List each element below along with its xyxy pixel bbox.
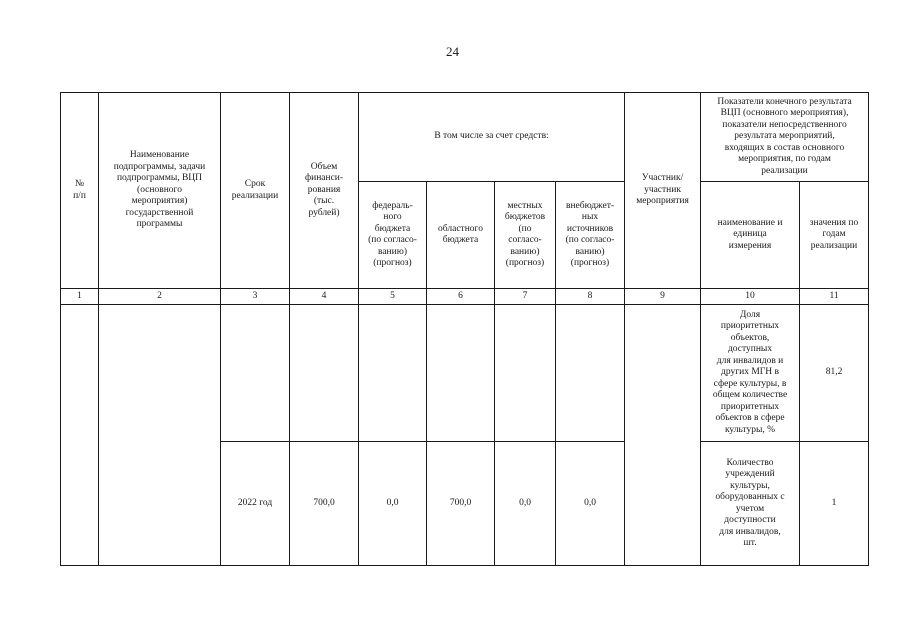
header-regional: областного бюджета [427,182,495,289]
column-number: 5 [359,289,427,305]
cell-term: 2022 год [221,442,290,566]
column-number: 6 [427,289,495,305]
cell-extra: 0,0 [556,442,625,566]
cell-value: 81,2 [800,305,869,442]
cell-participant [625,305,701,566]
header-local: местных бюджетов (по согласо- ванию) (прогноз) [495,182,556,289]
column-number: 2 [99,289,221,305]
cell-volume [290,305,359,442]
cell-federal: 0,0 [359,442,427,566]
cell-local: 0,0 [495,442,556,566]
header-name: Наименование подпрограммы, задачи подпрограммы, ВЦП (основного мероприятия) государственной программы [99,93,221,289]
cell-indicator: Доля приоритетных объектов, доступных для инвалидов и других МГН в сфере культуры, в общем количестве приоритетных объектов в сфере культуры, % [701,305,800,442]
table-row [61,305,869,442]
header-term: Срок реализации [221,93,290,289]
column-number: 10 [701,289,800,305]
header-extra: внебюджет- ных источников (по согласо- ванию) (прогноз) [556,182,625,289]
header-volume: Объем финанси- рования (тыс. рублей) [290,93,359,289]
column-number: 8 [556,289,625,305]
column-numbers-row [61,289,869,305]
cell-volume: 700,0 [290,442,359,566]
page-number: 24 [446,44,459,59]
cell-regional [427,305,495,442]
header-federal: федераль- ного бюджета (по согласо- ванию) (прогноз) [359,182,427,289]
cell-term [221,305,290,442]
column-number: 1 [61,289,99,305]
header-participant: Участник/ участник мероприятия [625,93,701,289]
cell-federal [359,305,427,442]
column-number: 9 [625,289,701,305]
column-number: 4 [290,289,359,305]
cell-regional: 700,0 [427,442,495,566]
header-sources-group: В том числе за счет средств: [359,93,625,182]
column-number: 7 [495,289,556,305]
header-indicator-values: значения по годам реализации [800,182,869,289]
cell-local [495,305,556,442]
header-indicators-group: Показатели конечного результата ВЦП (основного мероприятия), показатели непосредственного результата мероприятий, входящих в состав основного мероприятия, по годам реализации [701,93,869,182]
column-number: 3 [221,289,290,305]
column-number: 11 [800,289,869,305]
cell-indicator: Количество учреждений культуры, оборудованных с учетом доступности для инвалидов, шт. [701,442,800,566]
header-num: № п/п [61,93,99,289]
program-table [60,92,869,566]
cell-name [99,305,221,566]
header-indicator-name: наименование и единица измерения [701,182,800,289]
cell-value: 1 [800,442,869,566]
cell-num [61,305,99,566]
cell-extra [556,305,625,442]
